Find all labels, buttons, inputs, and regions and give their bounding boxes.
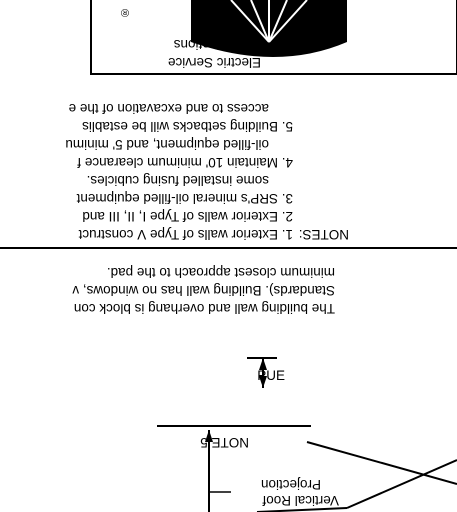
roof-label-line1: Vertical Roof — [262, 493, 339, 508]
note-item-2: 2. Exterior walls of Type I, II, III and — [82, 209, 293, 224]
paragraph-line-1: The building wall and overhang is block con — [73, 301, 335, 316]
note-item-4-cont: oil-filled equipment, and 5' minimu — [65, 137, 269, 152]
note5-label: NOTE 5 — [200, 435, 249, 450]
paragraph-line-3: minimum closest approach to the pad. — [106, 265, 335, 280]
roof-line-3 — [257, 508, 347, 512]
logo-title-line1: Electric Service — [167, 55, 261, 70]
roof-line-2 — [347, 460, 457, 508]
note-item-3-cont: some installed fusing cubicles. — [86, 173, 269, 188]
roof-label-line2: Projection — [260, 477, 321, 492]
pue-label: PUE — [257, 368, 285, 383]
note-item-5: 5. Building setbacks will be establis — [82, 119, 293, 134]
note-item-1: 1. Exterior walls of Type V construct — [78, 227, 293, 242]
registered-mark: ® — [120, 6, 129, 18]
note-item-4: 4. Maintain 10' minimum clearance f — [77, 155, 293, 170]
note-item-3: 3. SRP's mineral oil-filled equipment — [76, 191, 293, 206]
notes-heading: NOTES: — [298, 227, 349, 242]
logo-title-line2: Specifications — [173, 37, 257, 52]
roof-line-1 — [307, 442, 457, 484]
note-item-5-cont: access to and excavation of the e — [68, 101, 269, 116]
paragraph-line-2: Standards). Building wall has no windows, v — [72, 283, 335, 298]
